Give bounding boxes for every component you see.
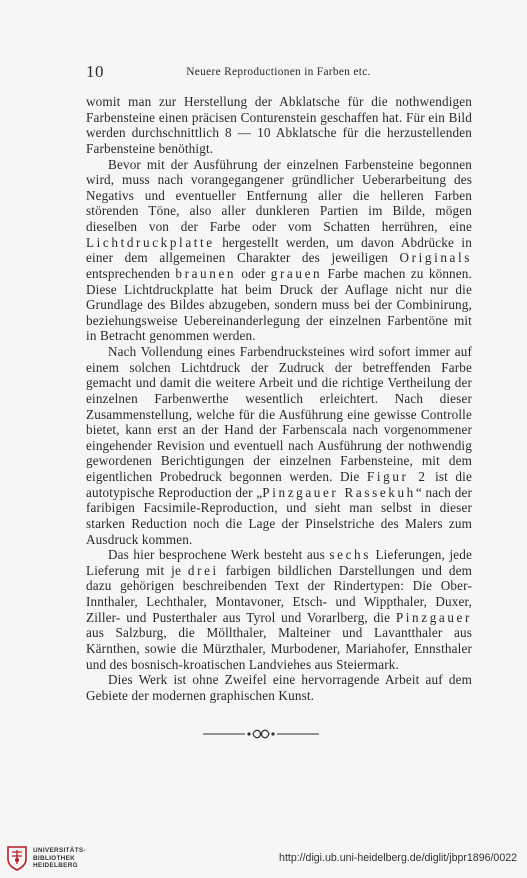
emphasis-drei: drei	[187, 562, 219, 578]
emphasis-pinzgauer: Pinzgauer	[395, 609, 472, 625]
decorative-rule-icon	[203, 727, 319, 739]
library-logo[interactable]	[6, 844, 92, 874]
page-header	[86, 62, 471, 82]
paragraph-5: Dies Werk ist ohne Zweifel eine hervorragende Arbeit auf dem Gebiete der modernen graphischen Kunst.	[86, 672, 472, 703]
university-seal-icon	[6, 845, 28, 871]
paragraph-3: Nach Vollendung eines Farbendrucksteines wird sofort immer auf einem solchen Lichtdruck der Zudruck der betreffenden Farbe gemacht und damit die weitere Arbeit und die richtige Vertheilung der einzelnen Farbenwerthe wesentlich erleichtert. Nach dieser Zusammenstellung, welche für die Ausführung eine gewisse Controlle bietet, kann erst an der Hand der Farbenscala nach vorgenommener eingehender Revision und eventuell nach Ausführung der nothwendig gewordenen Berichtigungen der einzelnen Farbensteine, mit dem eigentlichen Probedruck begonnen werden. Die Figur 2 ist die autotypische Reproduction der „Pinzgauer Rassekuh“ nach der faribigen Facsimile-Reproduction, und sieht man selbst in dieser starken Reduction noch die Lage der Pinselstriche des Malers zum Ausdruck kommen.	[86, 344, 472, 547]
emphasis-pinzgauer-rassekuh: Pinzgauer Rassekuh	[262, 484, 416, 500]
library-name: UNIVERSITÄTS- BIBLIOTHEK HEIDELBERG	[33, 847, 86, 870]
emphasis-grauen: grauen	[270, 265, 323, 281]
paragraph-2: Bevor mit der Ausführung der einzelnen Farbensteine begonnen wird, muss nach vorangegangener gründlicher Ueberarbeitung des Negativs und eventueller Entfernung aller die helleren Farben störenden Töne, also aller dunkleren Partien im Bilde, mögen dieselben von der Farbe oder vom Schatten herrühren, eine Lichtdruckplatte hergestellt werden, um davon Abdrücke in einer dem allgemeinen Charakter des jeweiligen Originals entsprechenden braunen oder grauen Farbe machen zu können. Diese Lichtdruckplatte hat beim Druck der Auflage nicht nur die Grundlage des Bildes abzugeben, sondern muss bei der Combinirung, beziehungsweise Uebereinanderlegung der einzelnen Farbentöne mit in Betracht genommen werden.	[86, 156, 472, 344]
paragraph-4: Das hier besprochene Werk besteht aus sechs Lieferungen, jede Lieferung mit je drei farbigen bildlichen Darstellungen und dem dazu gehörigen beschreibenden Text der Rindertypen: Die Ober-Innthaler, Lechthaler, Montavoner, Etsch- und Wippthaler, Duxer, Ziller- und Pusterthaler aus Tyrol und Vorarlberg, die Pinzgauer aus Salzburg, die Möllthaler, Malteiner und Lavantthaler aus Kärnthen, sowie die Mürzthaler, Murbodener, Mariahofer, Ennsthaler und des bosnisch-kroatischen Landviehes aus Steiermark.	[86, 547, 473, 672]
emphasis-braunen: braunen	[175, 265, 237, 281]
running-head: Neuere Reproductionen in Farben etc.	[186, 66, 371, 78]
emphasis-lichtdruckplatte: Lichtdruckplatte	[86, 234, 215, 250]
emphasis-sechs: sechs	[329, 547, 371, 563]
body-text	[86, 94, 472, 703]
paragraph-1: womit man zur Herstellung der Abklatsche für die nothwendigen Farbensteine einen präcisen Conturenstein geschaffen hat. Für ein Bild werden durchschnittlich 8 — 10 Abklatsche für die herzustellenden Farbensteine benöthigt.	[86, 94, 472, 156]
emphasis-figur-2: Figur 2	[366, 469, 428, 484]
page-number: 10	[86, 62, 104, 81]
source-url-link[interactable]: http://digi.ub.uni-heidelberg.de/diglit/jbpr1896/0022	[279, 852, 517, 864]
emphasis-originals: Originals	[399, 250, 472, 266]
